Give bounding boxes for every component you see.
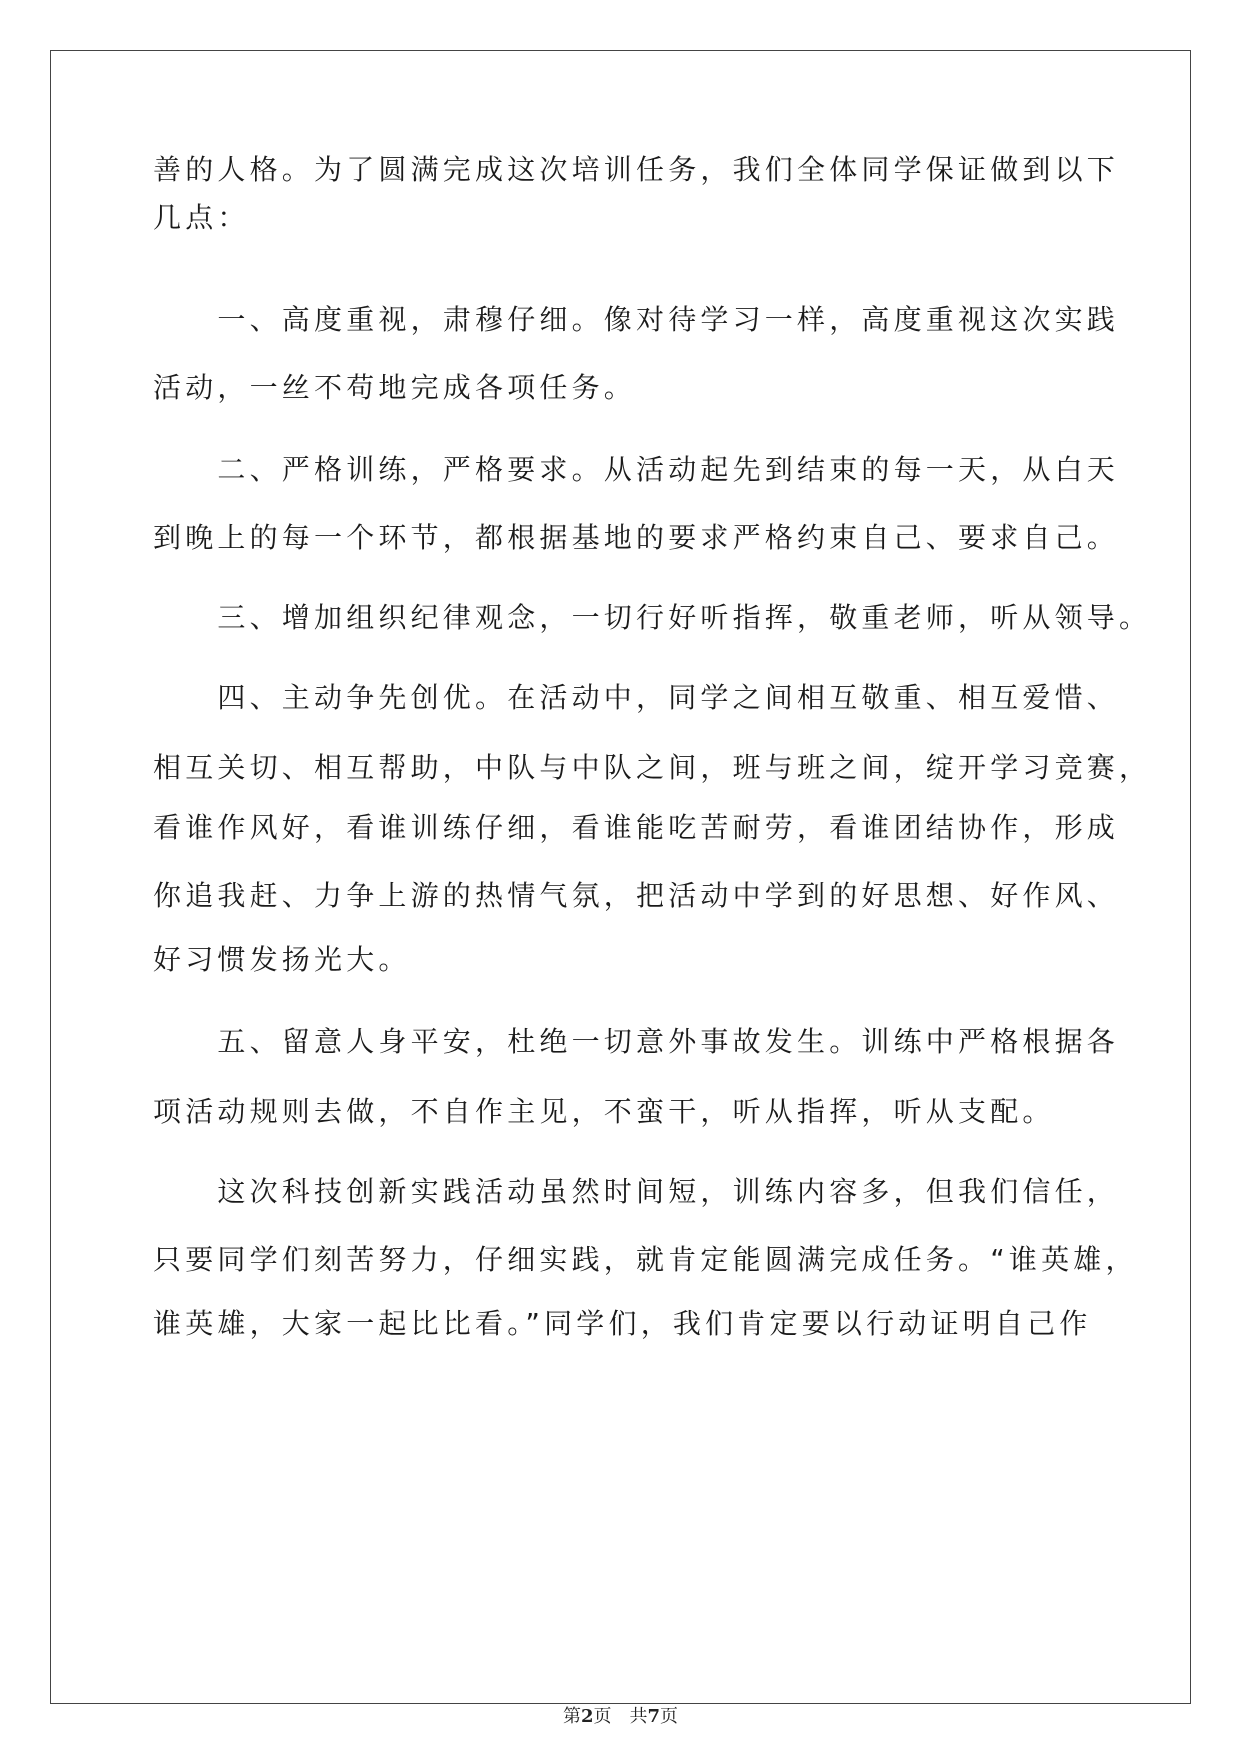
text-line: 好习惯发扬光大。 [153,943,411,976]
footer-total-number: 7 [647,1706,661,1727]
text-line: 看谁作风好，看谁训练仔细，看谁能吃苦耐劳，看谁团结协作，形成 [153,811,1120,844]
footer-page-prefix: 第 [562,1706,581,1727]
text-line: 三、增加组织纪律观念，一切行好听指挥，敬重老师，听从领导。 [153,601,1152,634]
text-line: 善的人格。为了圆满完成这次培训任务，我们全体同学保证做到以下 [153,153,1120,186]
page-footer [0,1702,1241,1728]
text-line: 只要同学们刻苦努力，仔细实践，就肯定能圆满完成任务。“谁英雄， [153,1243,1138,1276]
footer-page-suffix: 页 [593,1706,612,1727]
footer-total-suffix: 页 [660,1706,679,1727]
text-line: 这次科技创新实践活动虽然时间短，训练内容多，但我们信任， [153,1175,1120,1208]
text-line: 你追我赶、力争上游的热情气氛，把活动中学到的好思想、好作风、 [153,879,1120,912]
text-line: 一、高度重视，肃穆仔细。像对待学习一样，高度重视这次实践 [153,303,1120,336]
text-line: 项活动规则去做，不自作主见，不蛮干，听从指挥，听从支配。 [153,1095,1055,1128]
text-line: 四、主动争先创优。在活动中，同学之间相互敬重、相互爱惜、 [153,681,1120,714]
text-line: 到晚上的每一个环节，都根据基地的要求严格约束自己、要求自己。 [153,521,1120,554]
text-line: 几点： [153,201,250,234]
text-line: 相互关切、相互帮助，中队与中队之间，班与班之间，绽开学习竞赛， [153,751,1152,784]
text-line: 谁英雄，大家一起比比看。”同学们，我们肯定要以行动证明自己作 [153,1307,1092,1340]
text-line: 二、严格训练，严格要求。从活动起先到结束的每一天，从白天 [153,453,1120,486]
footer-page-number: 2 [580,1706,594,1727]
text-line: 五、留意人身平安，杜绝一切意外事故发生。训练中严格根据各 [153,1025,1120,1058]
text-line: 活动，一丝不苟地完成各项任务。 [153,371,637,404]
footer-total-prefix: 共 [629,1706,648,1727]
